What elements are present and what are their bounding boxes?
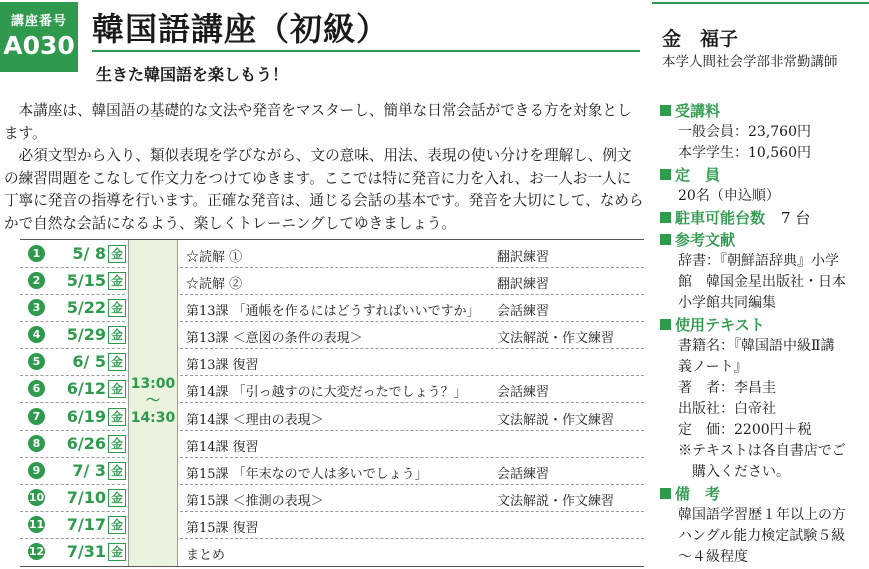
instructor-role: 本学人間社会学部非常勤講師 [662, 54, 838, 70]
session-date-cell [20, 349, 125, 376]
session-type: 翻訳練習 [497, 249, 550, 265]
square-bullet-icon [660, 105, 671, 116]
session-content-cell [180, 512, 644, 539]
textbook-note: ※テキストは各自書店でご [678, 443, 846, 459]
session-type: 翻訳練習 [497, 276, 550, 292]
session-number: 11 [28, 518, 45, 532]
square-bullet-icon [660, 212, 671, 223]
session-weekday: 金 [108, 245, 126, 263]
course-info-sidebar [660, 100, 865, 568]
notes-line: 韓国語学習歴１年以上の方 [678, 507, 846, 523]
parking-heading [660, 207, 865, 229]
course-code-label: 講座番号 [10, 14, 67, 29]
session-number: 12 [28, 545, 45, 559]
session-topic: 第14課 復習 [186, 439, 259, 455]
session-date: 6/19 [66, 406, 106, 426]
session-topic: 第15課 復習 [186, 521, 259, 537]
session-number: 3 [28, 299, 45, 316]
capacity-heading-text: 定 員 [675, 166, 721, 184]
header-divider [92, 50, 640, 52]
fee-heading [660, 100, 865, 122]
notes-line: 〜４級程度 [678, 549, 748, 565]
session-topic: 第13課 「通帳を作るにはどうすればいいですか」 [186, 303, 480, 319]
references-heading-text: 参考文献 [675, 231, 736, 249]
textbook-section [660, 336, 865, 483]
session-topic: 第15課 ＜推測の表現＞ [186, 494, 324, 509]
session-topic: ☆読解 ① [186, 249, 243, 265]
session-number: 7 [28, 408, 45, 425]
session-content-cell [180, 404, 644, 431]
session-date-cell [20, 241, 125, 268]
session-number: 8 [28, 435, 45, 452]
capacity-section [660, 186, 865, 207]
session-date-cell [20, 322, 125, 349]
schedule-row [20, 431, 644, 457]
session-date: 7/10 [66, 488, 106, 507]
session-date-cell [20, 512, 125, 539]
session-number: 2 [28, 272, 45, 289]
session-type: 会話練習 [497, 385, 550, 401]
session-topic: 第13課 ＜意図の条件の表現＞ [186, 331, 363, 346]
schedule-table [20, 239, 644, 567]
session-weekday: 金 [108, 380, 126, 398]
session-weekday: 金 [108, 462, 126, 480]
reference-line: 小学館共同編集 [678, 295, 776, 311]
course-description [4, 100, 644, 235]
notes-line: ハングル能力検定試験５級 [678, 528, 846, 544]
textbook-price: 定 価：2200円＋税 [678, 422, 812, 438]
fee-student: 本学学生：10,560円 [678, 145, 811, 161]
session-date: 7/17 [66, 515, 106, 535]
session-topic: 第15課 「年末なので人は多いでしょう」 [186, 466, 428, 482]
square-bullet-icon [660, 319, 671, 330]
fee-general: 一般会員：23,760円 [678, 124, 811, 140]
session-weekday: 金 [108, 543, 126, 561]
session-date-cell [20, 431, 125, 458]
course-title: 韓国語講座（初級） [92, 10, 390, 48]
session-content-cell [180, 458, 644, 485]
instructor-name: 金 福子 [662, 28, 739, 50]
session-content-cell [180, 431, 644, 458]
notes-heading [660, 483, 865, 505]
textbook-title: 書籍名：『韓国語中級Ⅱ講 [678, 338, 835, 354]
notes-section [660, 505, 865, 568]
schedule-row [20, 295, 644, 321]
session-topic: 第13課 復習 [186, 358, 259, 374]
session-date-cell [20, 376, 125, 403]
session-weekday: 金 [108, 489, 126, 507]
description-paragraph: 必須文型から入り、類似表現を学びながら、文の意味、用法、表現の使い分けを理解し、例文の練習問題をこなして作文力をつけてゆきます。ここでは特に発音に力を入れ、お一人お一人に丁寧に発音の指導を行います。正確な発音は、通じる会話の基本です。発音を大切にして、なめらかで自然な会話になるよう、楽しくトレーニングしてゆきましょう。 [4, 147, 644, 232]
parking-value: 7 台 [781, 209, 811, 227]
session-content-cell [180, 322, 644, 349]
schedule-row [20, 539, 644, 565]
session-weekday: 金 [108, 326, 126, 344]
session-type: 文法解説・作文練習 [497, 412, 615, 428]
session-weekday: 金 [108, 408, 126, 426]
session-date: 7/31 [66, 542, 106, 562]
session-content-cell [180, 539, 644, 565]
session-number: 6 [28, 380, 45, 397]
session-weekday: 金 [108, 353, 126, 371]
schedule-row [20, 322, 644, 348]
schedule-row [20, 512, 644, 538]
session-content-cell [180, 241, 644, 268]
session-date: 5/29 [66, 325, 106, 344]
session-number: 10 [28, 491, 45, 504]
session-topic: まとめ [186, 548, 226, 564]
description-paragraph: 本講座は、韓国語の基礎的な文法や発音をマスターし、簡単な日常会話ができる方を対象とします。 [4, 102, 632, 142]
session-date: 6/12 [66, 379, 106, 399]
capacity-heading [660, 164, 865, 186]
session-date: 5/22 [66, 297, 106, 317]
parking-heading-text: 駐車可能台数 [675, 209, 766, 227]
notes-heading-text: 備 考 [675, 485, 721, 503]
session-content-cell [180, 295, 644, 322]
course-code-badge [0, 2, 78, 72]
schedule-row [20, 485, 644, 511]
session-content-cell [180, 485, 644, 512]
fee-section [660, 122, 865, 164]
session-type: 会話練習 [497, 466, 550, 482]
session-date-cell [20, 295, 125, 322]
fee-heading-text: 受講料 [675, 102, 721, 120]
session-number: 5 [28, 353, 45, 370]
textbook-author: 著 者：李昌圭 [678, 380, 776, 396]
schedule-row [20, 376, 644, 402]
time-end: 14:30 [130, 410, 176, 426]
square-bullet-icon [660, 234, 671, 245]
textbook-heading [660, 314, 865, 336]
square-bullet-icon [660, 169, 671, 180]
textbook-title: 義ノート』 [678, 359, 748, 375]
session-date: 5/15 [66, 270, 106, 290]
session-date: 6/ 5 [72, 352, 106, 372]
schedule-row [20, 268, 644, 294]
session-topic: 第14課 ＜理由の表現＞ [186, 412, 324, 428]
schedule-row [20, 349, 644, 375]
session-weekday: 金 [108, 272, 126, 290]
session-time [129, 376, 177, 427]
schedule-row [20, 404, 644, 430]
session-date-cell [20, 485, 125, 512]
textbook-publisher: 出版社：白帝社 [678, 401, 776, 417]
session-date-cell [20, 268, 125, 295]
instructor-top-rule [652, 2, 869, 4]
square-bullet-icon [660, 488, 671, 499]
session-weekday: 金 [108, 516, 126, 534]
session-date: 6/26 [66, 433, 106, 453]
session-weekday: 金 [108, 299, 126, 317]
time-start: 13:00 [130, 376, 176, 392]
session-date: 7/ 3 [72, 460, 106, 480]
session-number: 1 [28, 245, 45, 262]
session-date: 5/ 8 [72, 243, 106, 263]
course-code: A030 [3, 31, 75, 60]
session-date-cell [20, 458, 125, 485]
session-content-cell [180, 268, 644, 295]
time-separator: 〜 [146, 393, 160, 409]
reference-line: 辞書：『朝鮮語辞典』小学 [678, 253, 839, 269]
textbook-heading-text: 使用テキスト [675, 316, 765, 334]
textbook-note: 購入ください。 [692, 464, 790, 480]
session-number: 9 [28, 462, 45, 479]
session-type: 文法解説・作文練習 [497, 494, 615, 509]
course-subtitle: 生きた韓国語を楽しもう！ [96, 65, 289, 84]
schedule-row [20, 241, 644, 267]
references-heading [660, 229, 865, 251]
session-type: 文法解説・作文練習 [497, 331, 615, 346]
session-content-cell [180, 376, 644, 403]
schedule-row [20, 458, 644, 484]
session-date-cell [20, 404, 125, 431]
session-type: 会話練習 [497, 303, 550, 319]
capacity-value: 20名（申込順） [678, 188, 780, 204]
session-number: 4 [28, 326, 45, 343]
session-weekday: 金 [108, 435, 126, 453]
time-column [128, 240, 178, 566]
reference-line: 館 韓国金星出版社・日本 [678, 274, 846, 290]
session-topic: ☆読解 ② [186, 276, 243, 292]
session-content-cell [180, 349, 644, 376]
references-section [660, 251, 865, 314]
session-date-cell [20, 539, 125, 565]
session-topic: 第14課 「引っ越すのに大変だったでしょう？」 [186, 385, 467, 401]
